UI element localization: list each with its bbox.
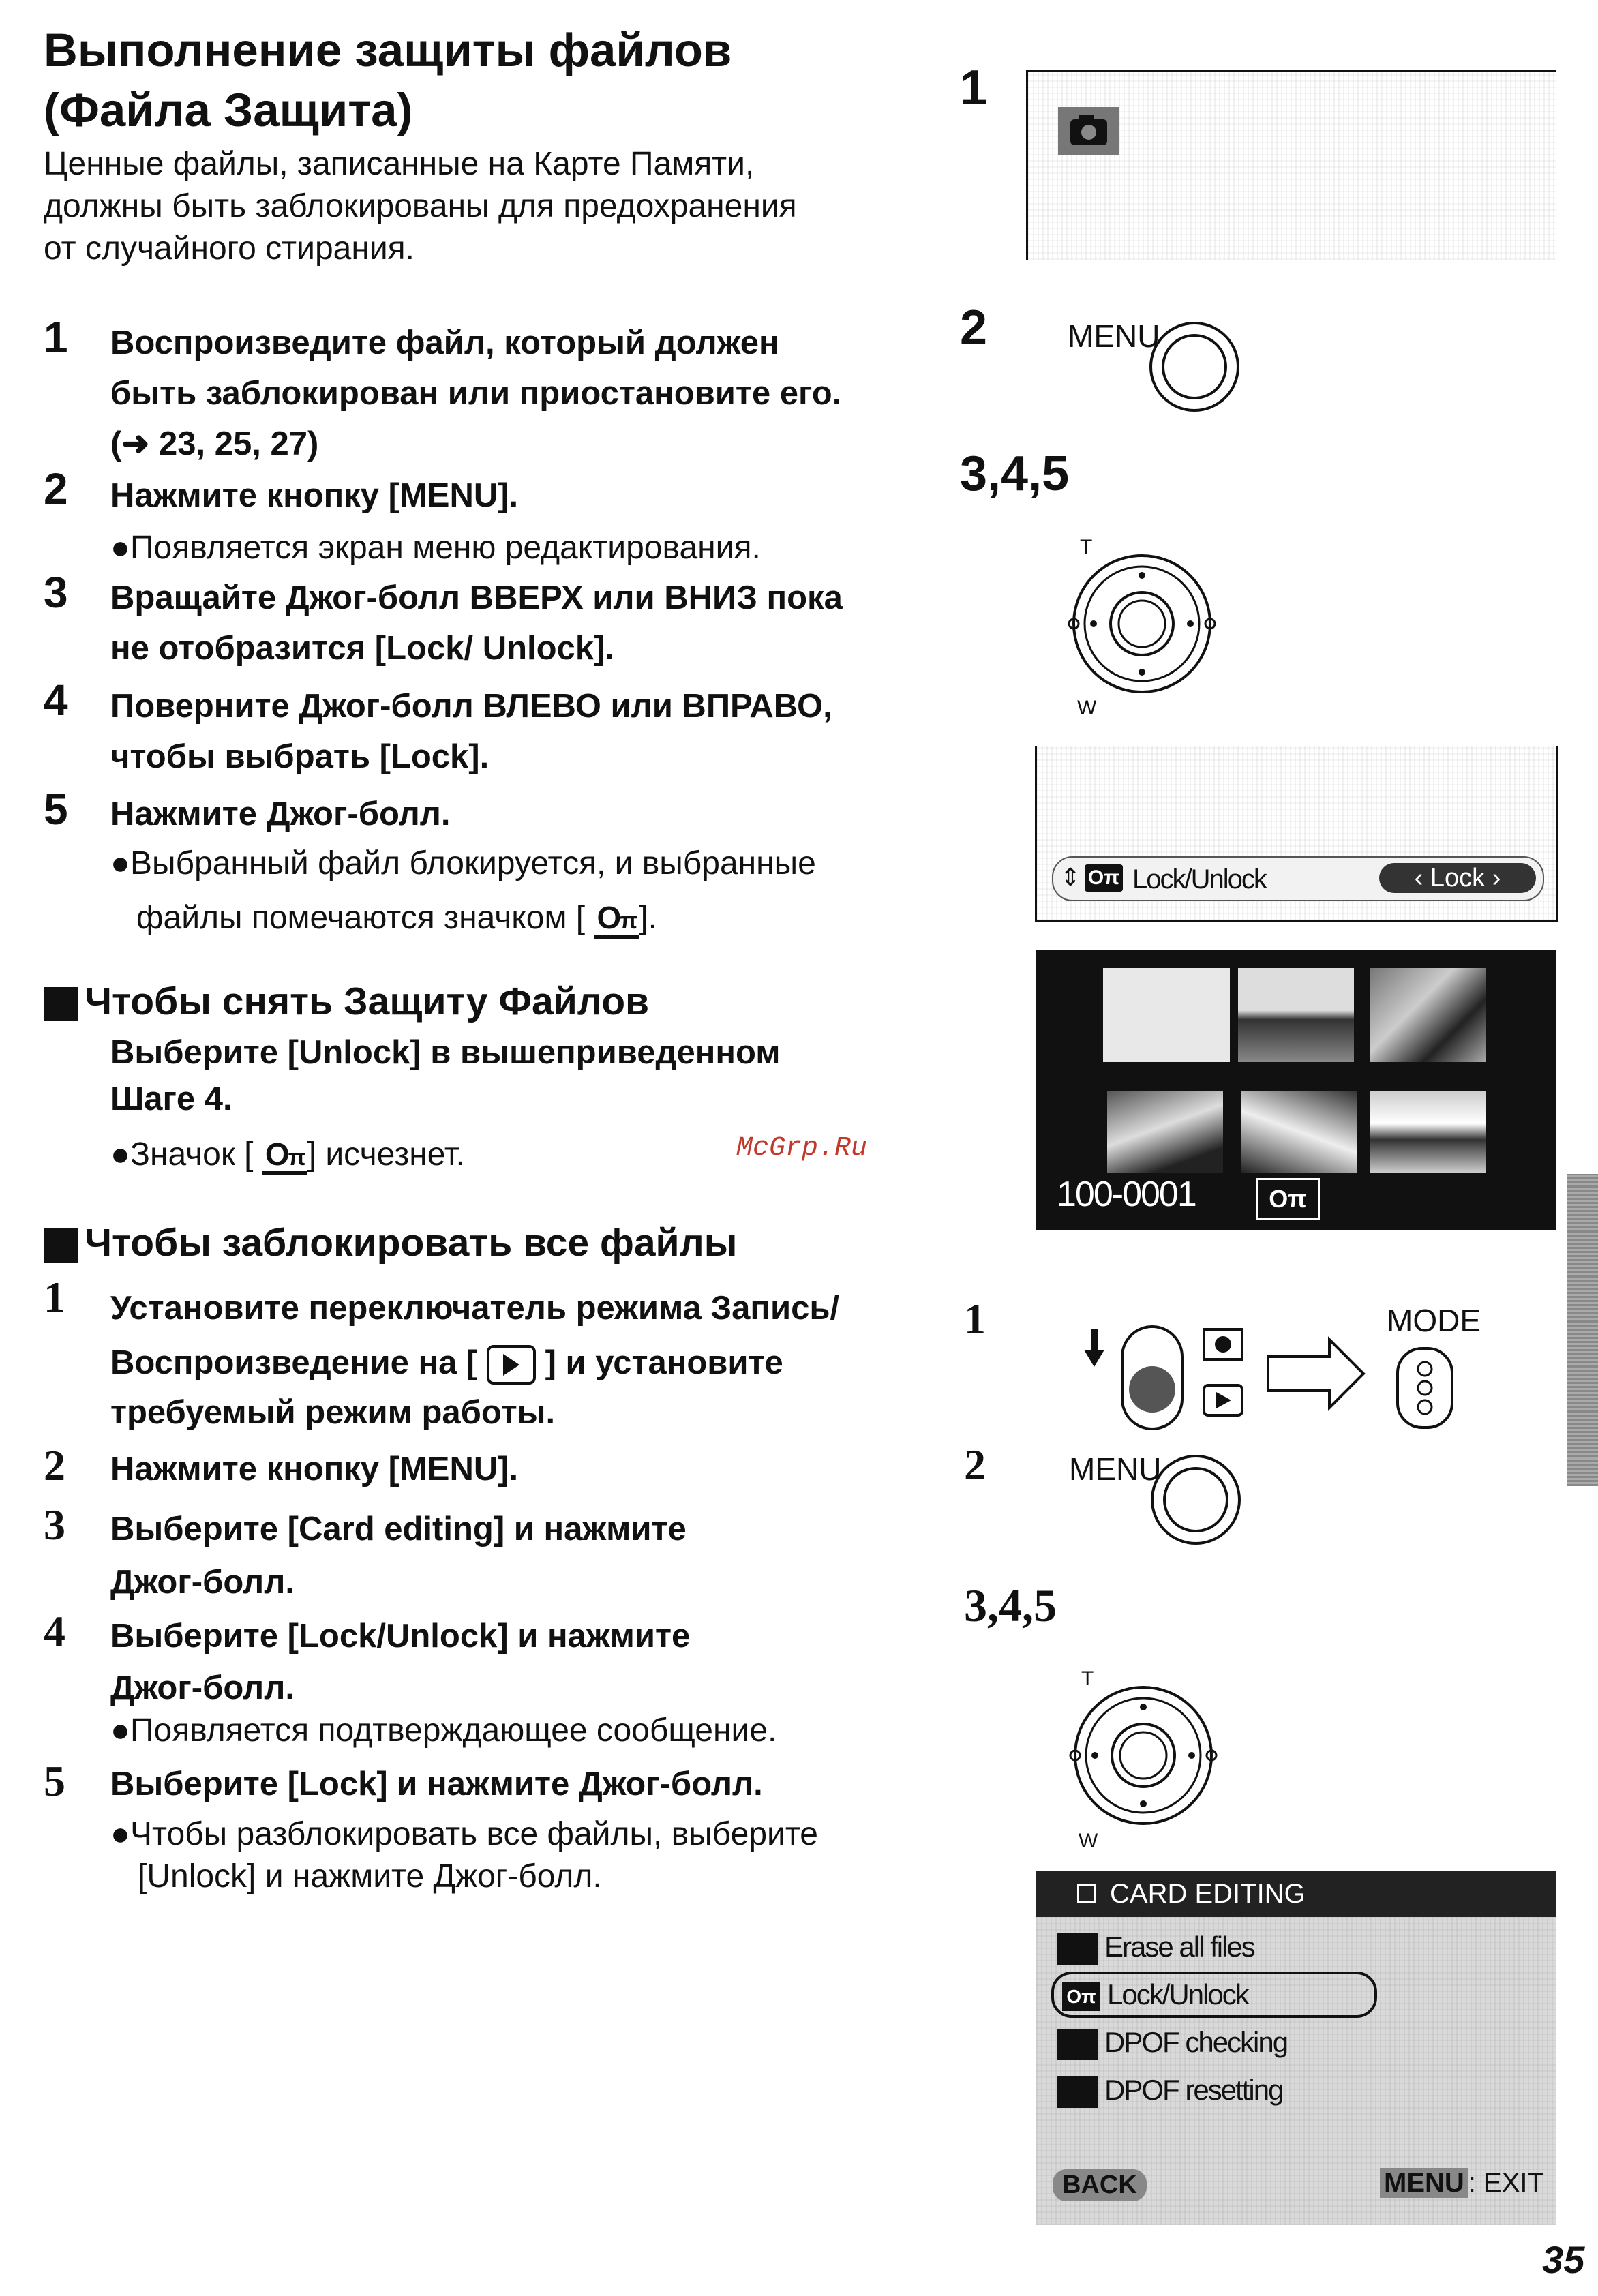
watermark: McGrp.Ru <box>736 1133 868 1164</box>
lockall-step-1-text: Установите переключатель режима Запись/ Воспроизведение на [ ] и установите требуемый режим работы. <box>110 1290 840 1431</box>
trash-icon <box>1057 1933 1098 1965</box>
menu-item-lock-unlock[interactable]: Oπ Lock/Unlock <box>1051 1972 1377 2018</box>
step-number: 4 <box>44 1607 65 1655</box>
mode-label: MODE <box>1387 1303 1481 1338</box>
step-number: 4 <box>44 676 68 725</box>
exit-hint[interactable]: MENU : EXIT <box>1380 2168 1544 2199</box>
step-3-text: Вращайте Джог-болл ВВЕРХ или ВНИЗ пока не отобразится [Lock/ Unlock]. <box>110 579 843 667</box>
lock-key-icon: Oπ <box>1256 1178 1320 1220</box>
lcd-lock-screen <box>1035 746 1558 922</box>
play-icon <box>487 1345 536 1385</box>
lock-value-selector[interactable]: ‹ Lock › <box>1379 863 1536 893</box>
step-number: 3 <box>44 568 68 617</box>
jog-wide-label: W <box>1079 1830 1098 1852</box>
card-editing-menu <box>1036 1871 1556 2225</box>
step-5-note-line2: файлы помечаются значком [ Oπ]. <box>136 897 657 939</box>
thumbnail[interactable] <box>1241 1091 1357 1173</box>
step-2-text: Нажмите кнопку [MENU]. <box>110 477 519 514</box>
step-number: 2 <box>44 1441 65 1490</box>
lock-unlock-bar[interactable] <box>1052 856 1544 901</box>
lock-key-icon: Oπ <box>1085 864 1123 892</box>
lockall-step-4-text: Выберите [Lock/Unlock] и нажмите Джог-болл. <box>110 1618 691 1706</box>
step-number: 1 <box>44 313 68 362</box>
unlock-section-heading: Чтобы снять Защиту Файлов <box>44 979 649 1024</box>
lock-key-icon: Oπ <box>1062 1982 1100 2011</box>
step-number: 3 <box>44 1500 65 1549</box>
back-button[interactable]: BACK <box>1053 2169 1147 2201</box>
figure-number: 2 <box>960 301 988 355</box>
figure-number: 3,4,5 <box>964 1580 1057 1631</box>
thumbnail[interactable] <box>1103 968 1230 1062</box>
lock-unlock-label: Lock/Unlock <box>1132 864 1266 894</box>
jog-tele-label: T <box>1080 536 1093 558</box>
thumbnail[interactable] <box>1107 1091 1223 1173</box>
section-marker-icon <box>44 1228 78 1263</box>
step-number: 5 <box>44 1757 65 1805</box>
chapter-tab <box>1567 1174 1598 1486</box>
step-4-text: Поверните Джог-болл ВЛЕВО или ВПРАВО, чтобы выбрать [Lock]. <box>110 688 832 775</box>
dpof-reset-icon <box>1057 2076 1098 2108</box>
thumbnail-grid <box>1036 950 1556 1230</box>
page-title: Выполнение защиты файлов (Файла Защита) <box>44 24 732 136</box>
lockall-step-2-text: Нажмите кнопку [MENU]. <box>110 1451 519 1487</box>
step-number: 5 <box>44 785 68 834</box>
jog-tele-label: T <box>1081 1667 1094 1690</box>
lock-value-label: Lock <box>1430 864 1486 892</box>
dpof-check-icon <box>1057 2029 1098 2060</box>
lock-key-icon: Oπ <box>594 904 639 939</box>
step-number: 1 <box>44 1273 65 1321</box>
figure-number: 2 <box>964 1440 986 1489</box>
card-menu-header <box>1036 1871 1556 1917</box>
jog-wide-label: W <box>1077 697 1097 719</box>
lockall-step-5-text: Выберите [Lock] и нажмите Джог-болл. <box>110 1766 763 1802</box>
menu-button-label: MENU <box>1069 1451 1162 1487</box>
step-number: 2 <box>44 464 68 513</box>
intro-paragraph: Ценные файлы, записанные на Карте Памяти, должны быть заблокированы для предохранения от случайного стирания. <box>44 146 797 267</box>
lockall-step-5-note: ●Чтобы разблокировать все файлы, выберите [Unlock] и нажмите Джог-болл. <box>110 1816 818 1894</box>
step-5-note-line1: ●Выбранный файл блокируется, и выбранные <box>110 845 816 881</box>
card-menu-title: CARD EDITING <box>1110 1879 1306 1909</box>
jog-ball-icon[interactable] <box>1065 1677 1222 1834</box>
jog-ball-icon[interactable] <box>1064 545 1220 702</box>
lockall-section-heading: Чтобы заблокировать все файлы <box>44 1220 737 1265</box>
page-number: 35 <box>1542 2238 1585 2281</box>
card-icon <box>1077 1884 1096 1903</box>
figure-number: 3,4,5 <box>960 447 1070 501</box>
file-number: 100-0001 <box>1057 1175 1196 1214</box>
menu-item-dpof-checking[interactable]: DPOF checking <box>1057 2026 1287 2060</box>
step-1-text: Воспроизведите файл, который должен быть заблокирован или приостановите его. (➜ 23, 25, 27) <box>110 324 842 462</box>
unlock-note: ●Значок [ Oπ] исчезнет. <box>110 1134 465 1176</box>
menu-button-icon[interactable] <box>1148 1452 1243 1547</box>
lock-key-icon: Oπ <box>262 1141 307 1175</box>
step-2-note: ●Появляется экран меню редактирования. <box>110 530 761 566</box>
menu-item-erase-all[interactable]: Erase all files <box>1057 1931 1254 1965</box>
menu-button-label: MENU <box>1068 318 1160 354</box>
menu-item-dpof-resetting[interactable]: DPOF resetting <box>1057 2074 1282 2108</box>
menu-key-label: MENU <box>1380 2168 1468 2198</box>
thumbnail[interactable] <box>1370 1091 1486 1173</box>
camera-icon <box>1058 107 1119 155</box>
lcd-screen-playback <box>1026 70 1556 260</box>
lockall-step-4-note: ●Появляется подтверждающее сообщение. <box>110 1712 777 1749</box>
figure-number: 1 <box>964 1295 986 1343</box>
figure-number: 1 <box>960 61 988 115</box>
thumbnail[interactable] <box>1370 968 1486 1062</box>
up-down-icon: ⇕ <box>1060 863 1081 891</box>
lockall-step-3-text: Выберите [Card editing] и нажмите Джог-болл. <box>110 1511 687 1601</box>
menu-button-icon[interactable] <box>1147 319 1242 414</box>
thumbnail[interactable] <box>1238 968 1354 1062</box>
section-marker-icon <box>44 987 78 1021</box>
unlock-instruction: Выберите [Unlock] в вышеприведенном Шаге 4. <box>110 1034 781 1117</box>
step-5-text: Нажмите Джог-болл. <box>110 796 451 832</box>
